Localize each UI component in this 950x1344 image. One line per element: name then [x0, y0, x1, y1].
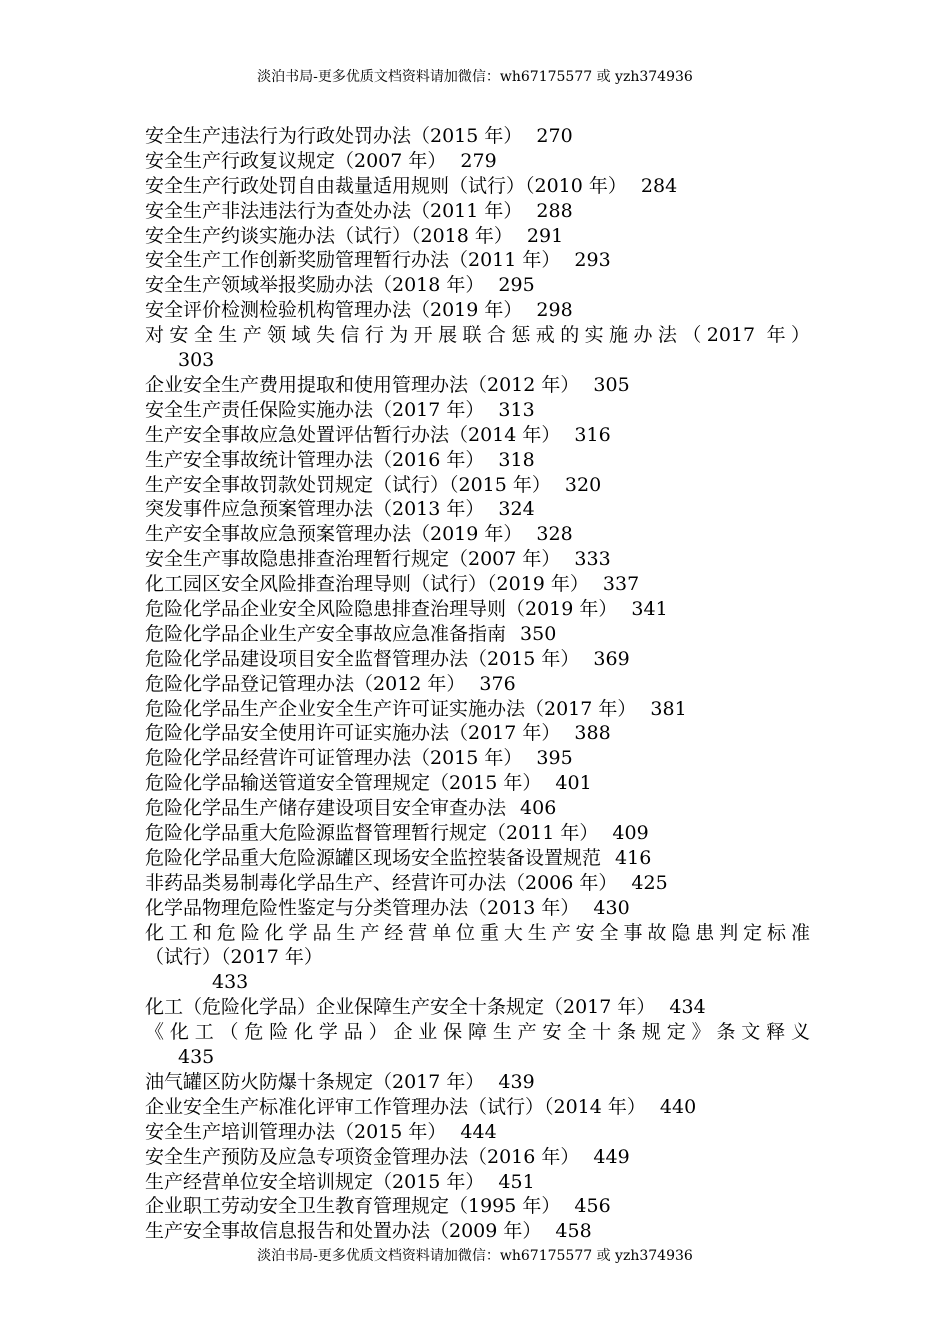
- toc-entry-page: 328: [536, 523, 573, 546]
- toc-entry: [145, 1170, 810, 1195]
- toc-entry: [145, 174, 810, 199]
- toc-entry: [145, 224, 810, 249]
- toc-entry-title: 化工和危险化学品生产经营单位重大生产安全事故隐患判定标准: [145, 921, 810, 944]
- toc-entry-title: 生产安全事故罚款处罚规定（试行）（2015 年）: [145, 473, 551, 496]
- toc-entry-title: 危险化学品建设项目安全监督管理办法（2015 年）: [145, 647, 580, 670]
- toc-entry: [145, 821, 810, 846]
- toc-entry-title: 安全生产约谈实施办法（试行）（2018 年）: [145, 224, 513, 247]
- toc-entry-title: 《化工（危险化学品）企业保障生产安全十条规定》条文释义: [145, 1021, 810, 1044]
- toc-entry-page: 270: [536, 125, 573, 147]
- toc-entry-page: 395: [536, 747, 573, 770]
- toc-entry-page: 409: [612, 821, 649, 844]
- toc-entry: [145, 1219, 810, 1244]
- toc-entry-title: 危险化学品重大危险源监督管理暂行规定（2011 年）: [145, 821, 599, 844]
- toc-entry-page: 406: [520, 797, 557, 820]
- toc-entry: [145, 323, 810, 373]
- toc-entry-title: 企业安全生产费用提取和使用管理办法（2012 年）: [145, 373, 580, 396]
- toc-entry-page: 341: [631, 597, 668, 620]
- toc-entry: [145, 697, 810, 722]
- toc-entry-page: 318: [498, 448, 535, 471]
- toc-entry: [145, 746, 810, 771]
- toc-entry-title: 生产安全事故统计管理办法（2016 年）: [145, 448, 485, 471]
- toc-entry-line2: [145, 945, 810, 995]
- toc-entry: [145, 1145, 810, 1170]
- toc-entry-title: 安全生产责任保险实施办法（2017 年）: [145, 398, 485, 421]
- toc-entry-page: 388: [574, 722, 611, 745]
- toc-entry-page: 433: [212, 971, 249, 994]
- toc-entry-page: 324: [498, 498, 535, 521]
- toc-entry-title: 危险化学品企业安全风险隐患排查治理导则（2019 年）: [145, 597, 618, 620]
- toc-entry-title: 危险化学品企业生产安全事故应急准备指南: [145, 622, 507, 645]
- toc-entry-page: 313: [498, 398, 535, 421]
- toc-entry-page: 439: [498, 1070, 535, 1093]
- toc-entry: [145, 547, 810, 572]
- toc-entry-page: 369: [593, 647, 630, 670]
- toc-entry-page: 337: [602, 573, 640, 596]
- toc-entry-page: 303: [178, 349, 215, 372]
- toc-entry: [145, 1095, 810, 1120]
- toc-entry: [145, 124, 810, 149]
- toc-entry-title: 安全生产工作创新奖励管理暂行办法（2011 年）: [145, 249, 561, 272]
- toc-entry: [145, 796, 810, 821]
- toc-entry-page: 298: [536, 299, 573, 322]
- toc-entry-page: 425: [631, 871, 668, 894]
- toc-entry-page: 284: [640, 174, 678, 197]
- toc-entry: [145, 721, 810, 746]
- toc-entry: [145, 846, 810, 871]
- toc-entry: [145, 423, 810, 448]
- toc-entry: [145, 473, 810, 498]
- toc-entry-title: 油气罐区防火防爆十条规定（2017 年）: [145, 1070, 485, 1093]
- toc-entry-title: 化工（危险化学品）企业保障生产安全十条规定（2017 年）: [145, 996, 656, 1019]
- toc-entry-title: 安全生产行政复议规定（2007 年）: [145, 149, 447, 172]
- toc-entry-title: 化学品物理危险性鉴定与分类管理办法（2013 年）: [145, 896, 580, 919]
- toc-entry-page: 305: [593, 373, 630, 396]
- toc-entry: [145, 647, 810, 672]
- toc-entry-page: 333: [574, 548, 611, 571]
- toc-entry-title: 危险化学品输送管道安全管理规定（2015 年）: [145, 772, 542, 795]
- toc-entry-title: 安全生产培训管理办法（2015 年）: [145, 1120, 447, 1143]
- toc-entry-page: 350: [520, 622, 557, 645]
- toc-entry: [145, 1020, 810, 1070]
- toc-entry: [145, 771, 810, 796]
- toc-entry-title: 突发事件应急预案管理办法（2013 年）: [145, 498, 485, 521]
- toc-entry: [145, 398, 810, 423]
- toc-entry-page: 376: [479, 672, 516, 695]
- toc-entry-page: 295: [498, 274, 535, 297]
- toc-entry-page: 293: [574, 249, 611, 272]
- toc-entry-title: 化工园区安全风险排查治理导则（试行）（2019 年）: [145, 573, 589, 596]
- toc-entry-title: 安全生产预防及应急专项资金管理办法（2016 年）: [145, 1145, 580, 1168]
- toc-entry-page: 435: [178, 1046, 215, 1069]
- toc-entry-page: 288: [536, 199, 573, 222]
- toc-entry-title: 企业职工劳动安全卫生教育管理规定（1995 年）: [145, 1195, 561, 1218]
- toc-entry-title: 生产安全事故应急处置评估暂行办法（2014 年）: [145, 423, 561, 446]
- toc-entry-page: 434: [669, 996, 706, 1019]
- toc-entry: [145, 448, 810, 473]
- page-header: 淡泊书局-更多优质文档资料请加微信：wh67175577 或 yzh374936: [257, 69, 693, 85]
- toc-entry-title: 非药品类易制毒化学品生产、经营许可办法（2006 年）: [145, 871, 618, 894]
- toc-entry-title: 安全生产非法违法行为查处办法（2011 年）: [145, 199, 523, 222]
- toc-entry-page: 401: [555, 772, 592, 795]
- toc-entry-title: 对安全生产领域失信行为开展联合惩戒的实施办法（2017 年）: [145, 324, 810, 347]
- toc-entry-title: 安全生产违法行为行政处罚办法（2015 年）: [145, 125, 523, 147]
- toc-entry-title: 企业安全生产标准化评审工作管理办法（试行）（2014 年）: [145, 1095, 646, 1118]
- toc-entry-title: 生产经营单位安全培训规定（2015 年）: [145, 1170, 485, 1193]
- toc-entry-title: 危险化学品生产企业安全生产许可证实施办法（2017 年）: [145, 697, 637, 720]
- toc-entry-title: 安全生产事故隐患排查治理暂行规定（2007 年）: [145, 548, 561, 571]
- toc-entry-page: 440: [659, 1095, 697, 1118]
- toc-entry: [145, 199, 810, 224]
- toc-entry-title: 安全生产领域举报奖励办法（2018 年）: [145, 274, 485, 297]
- toc-entry: [145, 149, 810, 174]
- toc-entry: [145, 1194, 810, 1219]
- toc-entry-page: 444: [460, 1120, 497, 1143]
- toc-entry-title: 生产安全事故信息报告和处置办法（2009 年）: [145, 1220, 542, 1243]
- toc-entry: [145, 622, 810, 647]
- toc-entry-page: 449: [593, 1145, 630, 1168]
- toc-entry: [145, 572, 810, 597]
- toc-entry: [145, 995, 810, 1020]
- toc-entry-page: 279: [460, 149, 497, 172]
- toc-entry-page: 291: [526, 224, 564, 247]
- toc-entry-page: 458: [555, 1220, 592, 1243]
- toc-entry: [145, 298, 810, 323]
- table-of-contents: [145, 124, 810, 1244]
- toc-entry-title: 危险化学品安全使用许可证实施办法（2017 年）: [145, 722, 561, 745]
- page-footer: 淡泊书局-更多优质文档资料请加微信：wh67175577 或 yzh374936: [257, 1248, 693, 1264]
- toc-entry: [145, 497, 810, 522]
- toc-entry: [145, 273, 810, 298]
- toc-entry: [145, 522, 810, 547]
- toc-entry: [145, 248, 810, 273]
- toc-entry-title: 生产安全事故应急预案管理办法（2019 年）: [145, 523, 523, 546]
- toc-entry-page: 456: [574, 1195, 611, 1218]
- toc-entry-title: 危险化学品重大危险源罐区现场安全监控装备设置规范: [145, 846, 602, 869]
- toc-entry-title: 危险化学品经营许可证管理办法（2015 年）: [145, 747, 523, 770]
- toc-entry-title: 安全生产行政处罚自由裁量适用规则（试行）（2010 年）: [145, 174, 627, 197]
- toc-entry-page: 320: [564, 473, 602, 496]
- toc-entry-page: 316: [574, 423, 611, 446]
- toc-entry-page: 381: [650, 697, 687, 720]
- toc-entry: [145, 871, 810, 896]
- toc-entry-page: 416: [615, 846, 652, 869]
- toc-entry: [145, 373, 810, 398]
- toc-entry-title: 危险化学品登记管理办法（2012 年）: [145, 672, 466, 695]
- toc-entry-title-continued: （试行）（2017 年）: [145, 946, 323, 969]
- toc-entry-title: 危险化学品生产储存建设项目安全审查办法: [145, 797, 507, 820]
- toc-entry: [145, 597, 810, 622]
- toc-entry: [145, 672, 810, 697]
- toc-entry: [145, 1120, 810, 1145]
- toc-entry-page: 430: [593, 896, 630, 919]
- toc-entry-page: 451: [498, 1170, 535, 1193]
- toc-entry: [145, 896, 810, 921]
- toc-entry: [145, 1070, 810, 1095]
- toc-entry: [145, 921, 810, 996]
- toc-entry-title: 安全评价检测检验机构管理办法（2019 年）: [145, 299, 523, 322]
